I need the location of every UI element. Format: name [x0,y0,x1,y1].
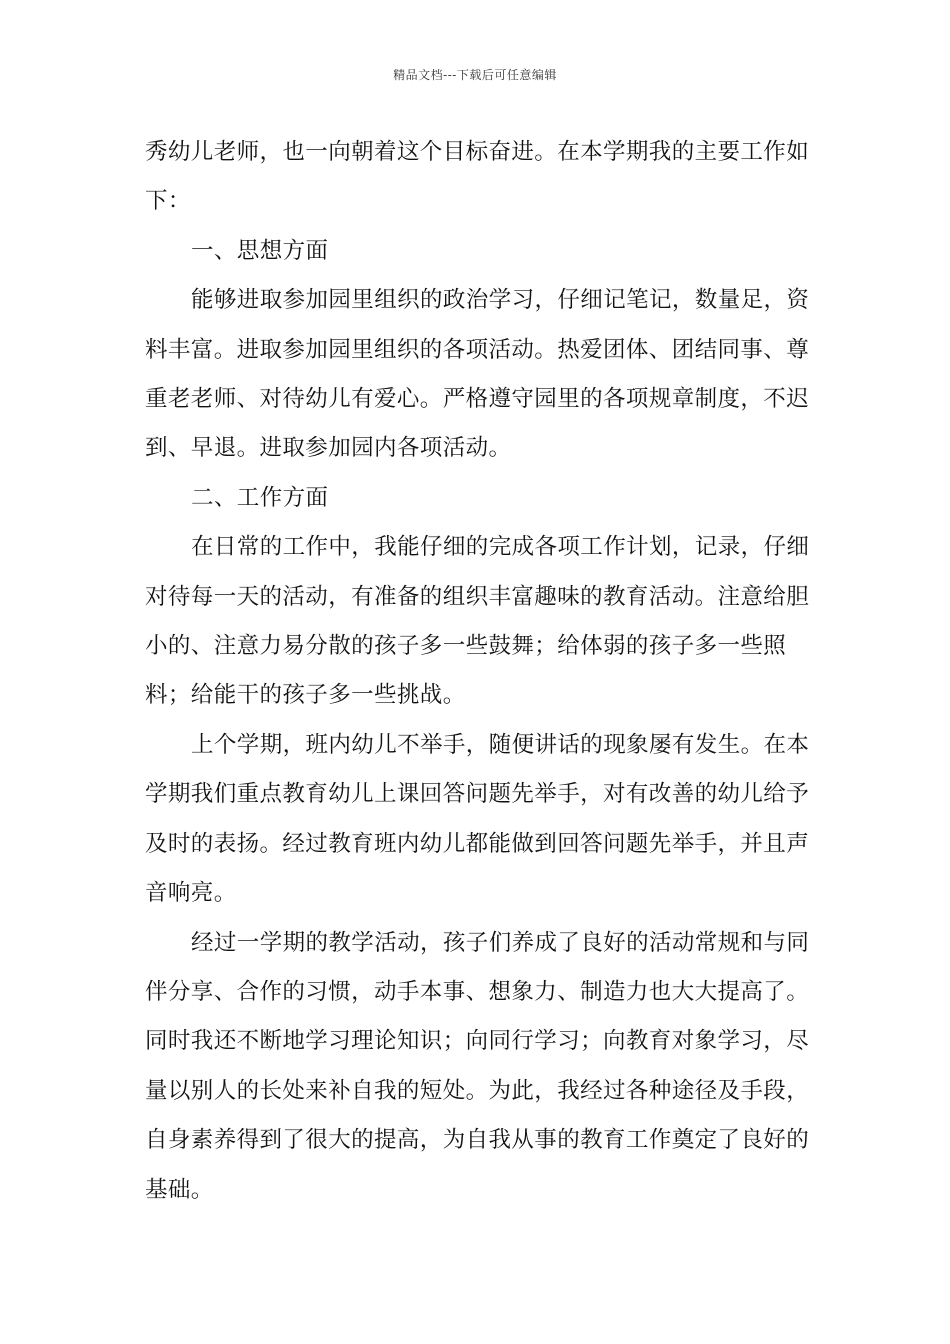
paragraph-work-summary: 经过一学期的教学活动，孩子们养成了良好的活动常规和与同伴分享、合作的习惯，动手本事、想象力、制造力也大大提高了。同时我还不断地学习理论知识；向同行学习；向教育对象学习，尽量以别人的长处来补自我的短处。为此，我经过各种途径及手段，自身素养得到了很大的提高，为自我从事的教育工作奠定了良好的基础。 [145,929,810,1203]
page-header: 精品文档---下载后可任意编辑 [393,68,557,82]
paragraph-work-discipline: 上个学期，班内幼儿不举手，随便讲话的现象屡有发生。在本学期我们重点教育幼儿上课回答问题先举手，对有改善的幼儿给予及时的表扬。经过教育班内幼儿都能做到回答问题先举手，并且声音响亮。 [145,731,810,907]
paragraph-thought: 能够进取参加园里组织的政治学习，仔细记笔记，数量足，资料丰富。进取参加园里组织的各项活动。热爱团体、团结同事、尊重老老师、对待幼儿有爱心。严格遵守园里的各项规章制度，不迟到、早退。进取参加园内各项活动。 [145,287,810,462]
section-heading-work: 二、工作方面 [191,484,329,511]
paragraph-continuation: 秀幼儿老师，也一向朝着这个目标奋进。在本学期我的主要工作如下： [145,139,810,215]
section-heading-thought: 一、思想方面 [191,237,329,264]
document-body [145,128,817,1215]
paragraph-work-daily: 在日常的工作中，我能仔细的完成各项工作计划，记录，仔细对待每一天的活动，有准备的组织丰富趣味的教育活动。注意给胆小的、注意力易分散的孩子多一些鼓舞；给体弱的孩子多一些照料；给能干的孩子多一些挑战。 [145,534,810,709]
